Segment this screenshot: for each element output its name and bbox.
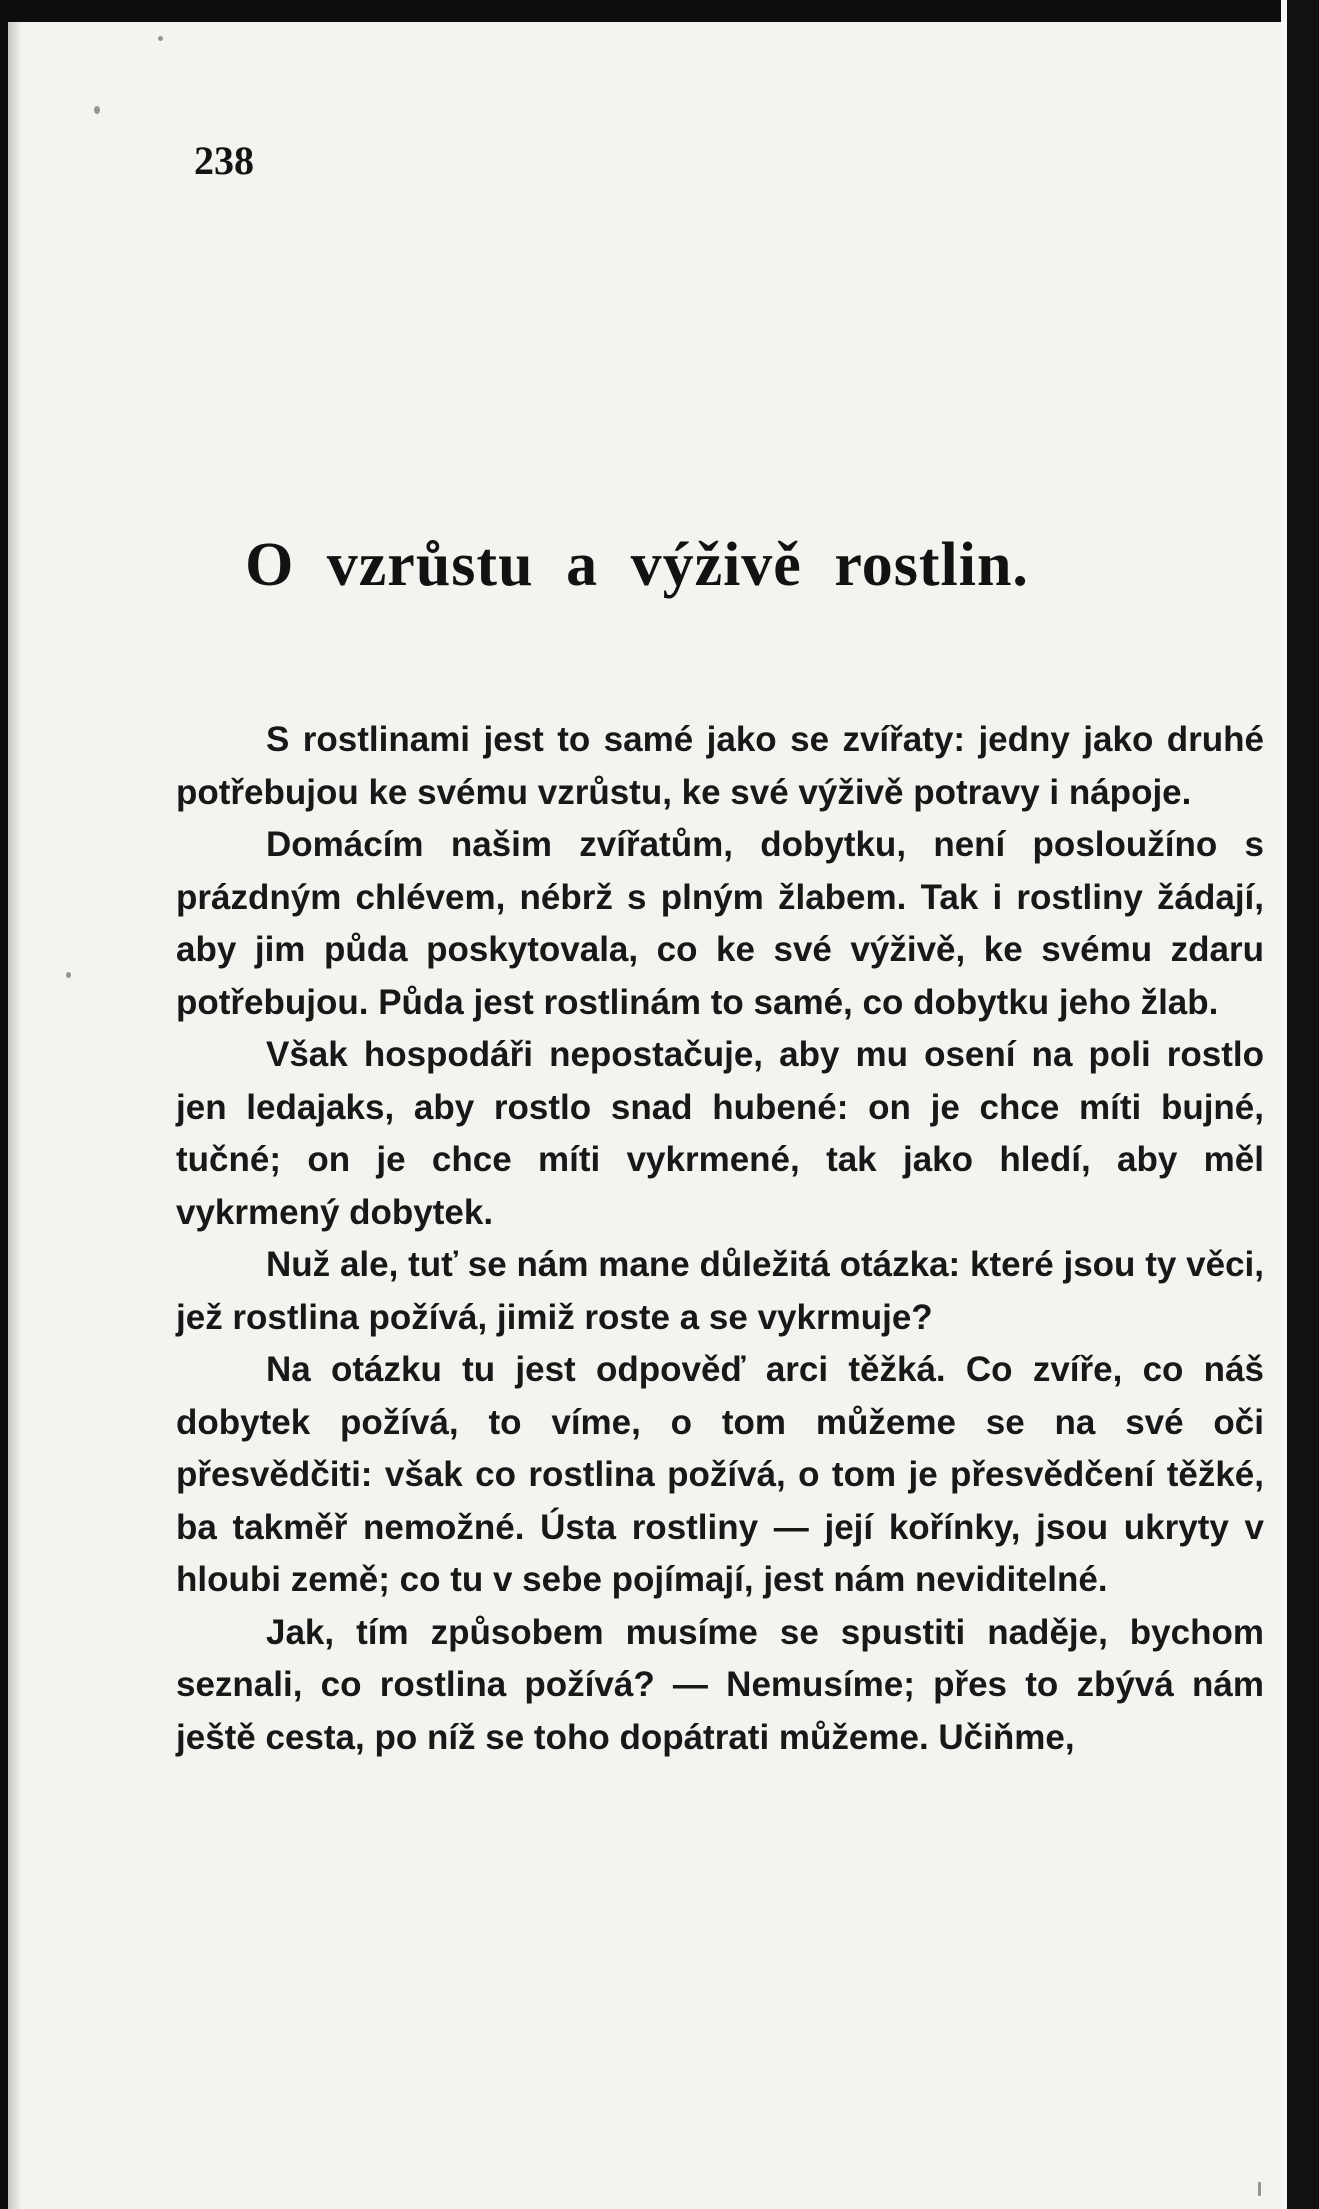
page-gutter-shadow xyxy=(8,22,22,2209)
scan-edge xyxy=(1281,0,1319,2209)
paragraph: Na otázku tu jest odpověď arci těžká. Co zvíře, co náš dobytek požívá, to víme, o tom můžeme se na své oči přesvědčiti: však co rostlina požívá, o tom je přesvědčení těžké, ba takměř nemožné. Ústa rostliny — její kořínky, jsou ukryty v hloubi země; co tu v sebe pojímají, jest nám neviditelné. xyxy=(176,1350,1264,1599)
paper-speck xyxy=(94,106,100,114)
paper-speck xyxy=(66,972,71,978)
paper-speck xyxy=(158,36,163,41)
paragraph: Však hospodáři nepostačuje, aby mu osení na poli rostlo jen ledajaks, aby rostlo snad hubené: on je chce míti bujné, tučné; on je chce míti vykrmené, tak jako hledí, aby měl vykrmený dobytek. xyxy=(176,1035,1264,1232)
paragraph: Jak, tím způsobem musíme se spustiti naděje, bychom seznali, co rostlina požívá? — Nemusíme; přes to zbývá nám ještě cesta, po níž se toho dopátrati můžeme. Učiňme, xyxy=(176,1612,1264,1757)
body-text xyxy=(176,714,1264,1764)
paragraph: Domácím našim zvířatům, dobytku, není posloužíno s prázdným chlévem, nébrž s plným žlabem. Tak i rostliny žádají, aby jim půda poskytovala, co ke své výživě, ke svému zdaru potřebujou. Půda jest rostlinám to samé, co dobytku jeho žlab. xyxy=(176,825,1264,1022)
chapter-title: O vzrůstu a výživě rostlin. xyxy=(245,531,1029,599)
page-number: 238 xyxy=(194,138,254,183)
paragraph: Nuž ale, tuť se nám mane důležitá otázka: které jsou ty věci, jež rostlina požívá, jimiž roste a se vykrmuje? xyxy=(176,1245,1264,1337)
paper-speck xyxy=(1258,2182,1261,2196)
book-page xyxy=(8,22,1281,2209)
paragraph: S rostlinami jest to samé jako se zvířaty: jedny jako druhé potřebujou ke svému vzrůstu, ke své výživě potravy i nápoje. xyxy=(176,720,1264,812)
